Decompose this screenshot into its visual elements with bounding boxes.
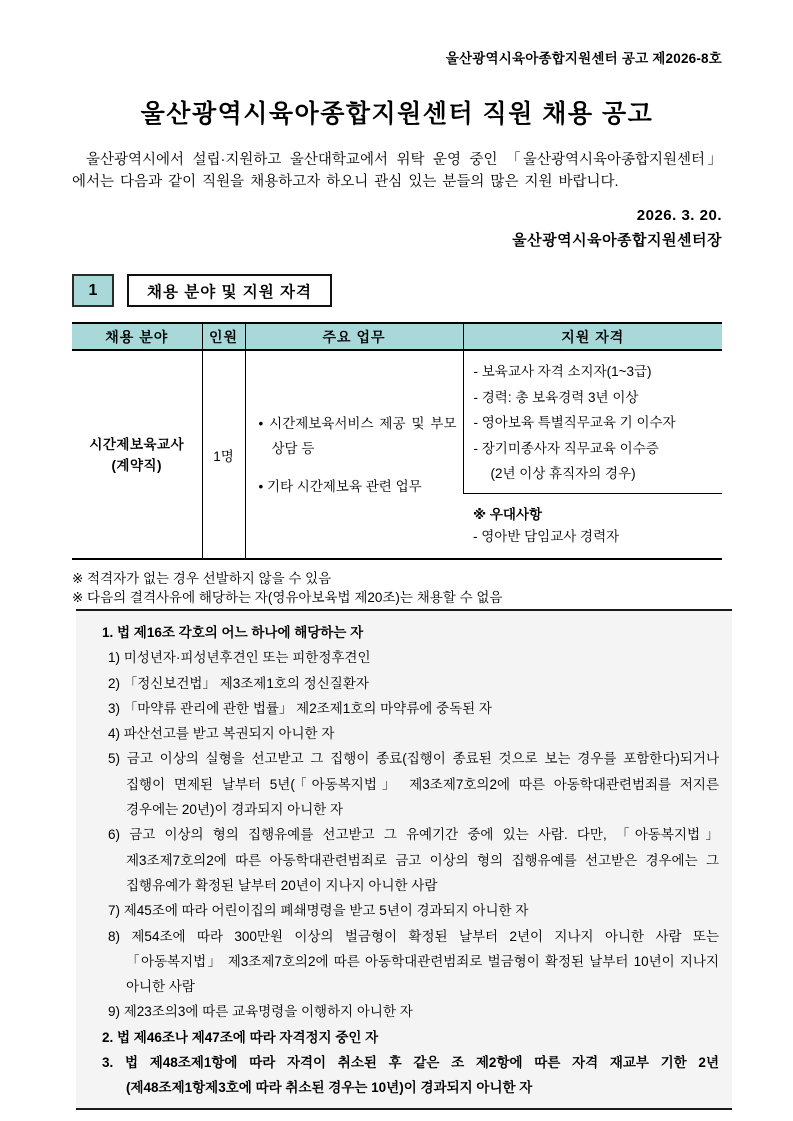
- note-line: ※ 다음의 결격사유에 해당하는 자(영유아보육법 제20조)는 채용할 수 없음: [72, 590, 503, 605]
- duty-item: • 시간제보육서비스 제공 및 부모 상담 등: [258, 415, 457, 456]
- col-header-duties: 주요 업무: [245, 323, 463, 350]
- legal-item: 8) 제54조에 따라 300만원 이상의 벌금형이 확정된 날부터 2년이 지나지 아니한 사람 또는 「아동복지법」 제3조제7호의2에 따른 아동학대관련범죄로 벌금형이 확정된 날부터 10년이 지나지 아니한 사람: [108, 928, 719, 995]
- qualification-item: - 보육교사 자격 소지자(1~3급): [473, 364, 652, 379]
- legal-item: 3) 「마약류 관리에 관한 법률」 제2조제1호의 마약류에 중독된 자: [108, 700, 492, 716]
- legal-item: 6) 금고 이상의 형의 집행유예를 선고받고 그 유예기간 중에 있는 사람. 다만, 「아동복지법」 제3조제7호의2에 따른 아동학대관련범죄로 금고 이상의 형의 집행유예를 선고받은 경우에는 그 집행유예가 확정된 날부터 20년이 지나지 아니한 사람: [108, 827, 719, 893]
- legal-item: 9) 제23조의3에 따른 교육명령을 이행하지 아니한 자: [108, 1004, 413, 1020]
- qualification-item: - 장기미종사자 직무교육 이수증: [473, 440, 659, 456]
- legal-item: 5) 금고 이상의 실형을 선고받고 그 집행이 종료(집행이 종료된 것으로 보는 경우를 포함한다)되거나 집행이 면제된 날부터 5년(「아동복지법」 제3조제7호의2에 따른 아동학대관련범죄를 저지른 경우에는 20년)이 경과되지 아니한 자: [108, 751, 719, 818]
- qualification-item: - 경력: 총 보육경력 3년 이상: [473, 389, 639, 405]
- section-number-badge: 1: [72, 274, 114, 307]
- recruit-table-row: [72, 350, 722, 493]
- legal-item: 1. 법 제16조 각호의 어느 하나에 해당하는 자: [102, 625, 364, 640]
- qualification-item-continuation: (2년 이상 휴직자의 경우): [490, 466, 636, 481]
- qualifications-cell: [463, 350, 722, 493]
- preference-item: - 영아반 담임교사 경력자: [473, 528, 620, 544]
- position-field-cell: [72, 350, 202, 559]
- legal-item: 7) 제45조에 따라 어린이집의 폐쇄명령을 받고 5년이 경과되지 아니한 자: [108, 903, 529, 919]
- legal-item: 4) 파산선고를 받고 복권되지 아니한 자: [108, 726, 335, 742]
- disqualification-box: [76, 609, 732, 1110]
- col-header-qualification: 지원 자격: [463, 323, 722, 350]
- intro-paragraph: 울산광역시에서 설립·지원하고 울산대학교에서 위탁 운영 중인 「울산광역시육아종합지원센터」에서는 다음과 같이 직원을 채용하고자 하오니 관심 있는 분들의 많은 지원 바랍니다.: [72, 152, 722, 190]
- duty-item: • 기타 시간제보육 관련 업무: [258, 478, 422, 494]
- legal-item: 2) 「정신보건법」 제3조제1호의 정신질환자: [108, 675, 369, 691]
- legal-item: 2. 법 제46조나 제47조에 따라 자격정지 중인 자: [102, 1029, 379, 1045]
- section-title-box: 채용 분야 및 지원 자격: [127, 274, 332, 307]
- section-heading: [72, 274, 722, 307]
- preference-cell: [463, 493, 722, 559]
- position-name: 시간제보육교사: [89, 436, 185, 452]
- notes: [72, 569, 722, 607]
- page-title: 울산광역시육아종합지원센터 직원 채용 공고: [140, 100, 654, 128]
- qualification-item: - 영아보육 특별직무교육 기 이수자: [473, 415, 676, 430]
- announcement-date: 2026. 3. 20.: [636, 207, 722, 224]
- recruit-table: [72, 322, 722, 560]
- headcount-cell: 1명: [202, 350, 245, 559]
- col-header-count: 인원: [202, 323, 245, 350]
- legal-item: 3. 법 제48조제1항에 따라 자격이 취소된 후 같은 조 제2항에 따른 자격 재교부 기한 2년(제48조제1항제3호에 따라 취소된 경우는 10년)이 경과되지 아니한 자: [102, 1055, 719, 1096]
- duties-cell: [245, 350, 463, 559]
- preference-title: ※ 우대사항: [473, 506, 543, 522]
- legal-item: 1) 미성년자·피성년후견인 또는 피한정후견인: [108, 650, 371, 666]
- position-type: (계약직): [111, 457, 163, 473]
- col-header-field: 채용 분야: [72, 323, 202, 350]
- doc-number: 울산광역시육아종합지원센터 공고 제2026-8호: [445, 51, 722, 66]
- signer: 울산광역시육아종합지원센터장: [512, 232, 722, 249]
- note-line: ※ 적격자가 없는 경우 선발하지 않을 수 있음: [72, 571, 332, 586]
- recruit-table-header-row: [72, 323, 722, 350]
